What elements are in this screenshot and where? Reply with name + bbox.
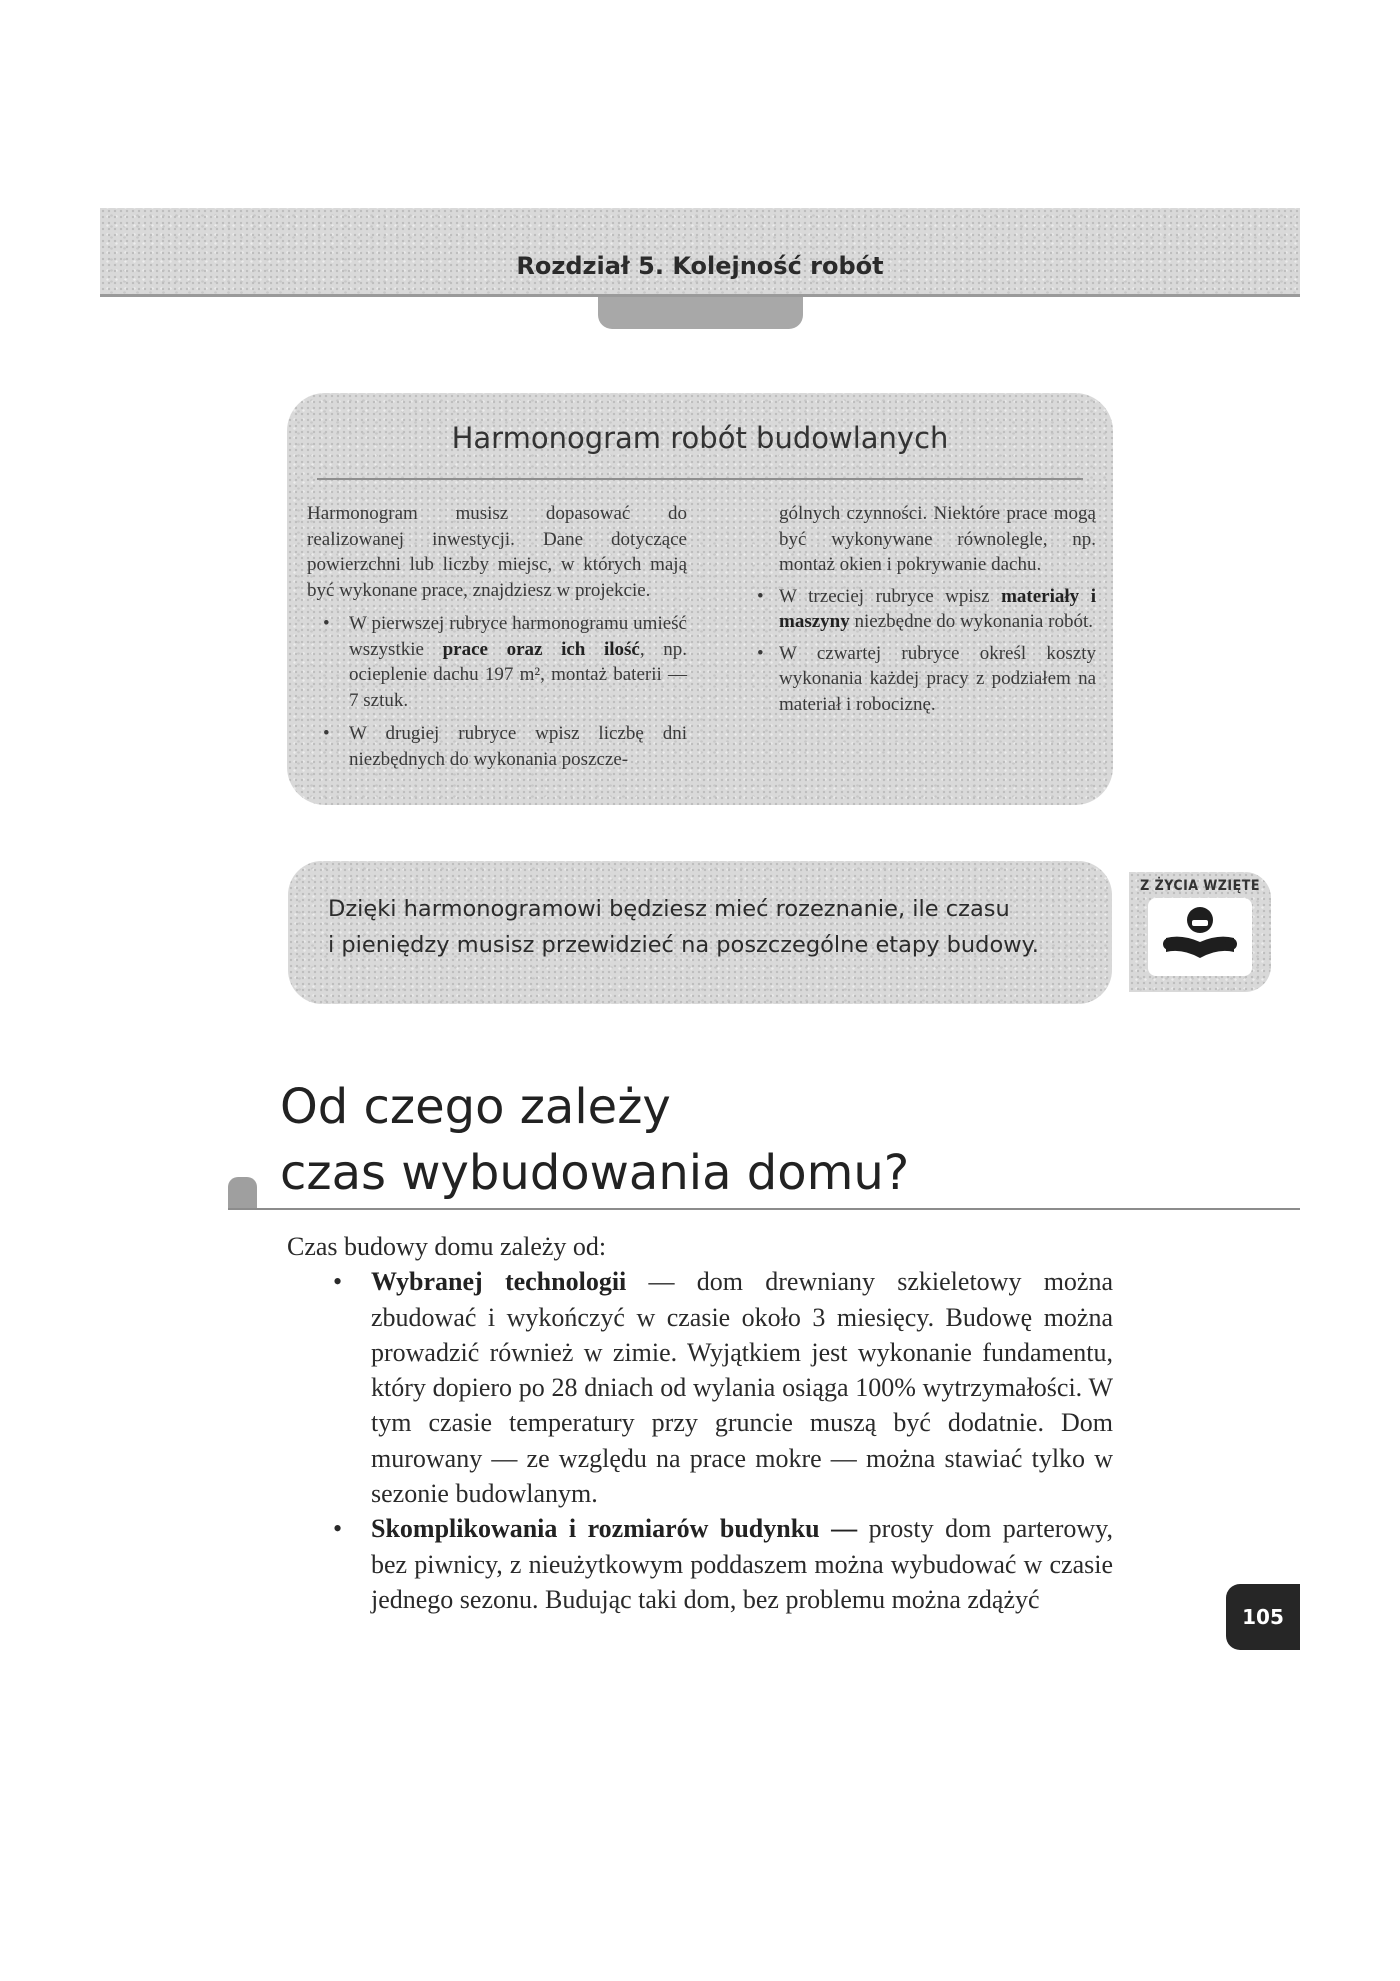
section-heading: Od czego zależy czas wybudowania domu? (280, 1079, 910, 1201)
note-box (288, 861, 1112, 1004)
life-example-label: Z ŻYCIA WZIĘTE (1140, 878, 1260, 894)
bullet-icon: • (323, 613, 330, 634)
info-box-left-column (307, 501, 687, 772)
body-intro: Czas budowy domu zależy od: (287, 1232, 607, 1261)
bullet-icon: • (333, 1267, 343, 1297)
list-item: • W czwartej rubryce określ koszty wykonania każdej pracy z podziałem na materiał i robociznę. (757, 642, 1096, 715)
life-example-panel (1148, 898, 1252, 976)
reading-person-icon (1162, 904, 1238, 970)
bullet-icon: • (333, 1514, 343, 1544)
life-example-badge (1129, 872, 1271, 992)
bullet-icon: • (757, 642, 764, 664)
chapter-title: Rozdział 5. Kolejność robót (516, 252, 884, 280)
section-rule (228, 1208, 1300, 1210)
list-item: • Wybranej technologii — dom drewniany szkieletowy można zbudować i wykończyć w czasie około 3 miesięcy. Budowę można prowadzić również w zimie. Wyjątkiem jest wykonanie fundamentu, który dopiero po 28 dniach od wylania osiąga 100% wytrzymałości. W tym czasie temperatury przy gruncie muszą być dodatnie. Dom murowany — ze względu na prace mokre — można stawiać tylko w sezonie budowlanym. (287, 1264, 1113, 1511)
bullet-icon: • (757, 585, 764, 607)
page-number: 105 (1226, 1584, 1300, 1650)
list-item-continuation: gólnych czynności. Niektóre prace mogą być wykonywane równolegle, np. montaż okien i pokrywanie dachu. (779, 503, 1096, 575)
list-item: • W pierwszej rubryce harmonogramu umieść wszystkie prace oraz ich ilość, np. ocieplenie dachu 197 m², montaż baterii — 7 sztuk. (323, 613, 688, 711)
list-item: • W trzeciej rubryce wpisz materiały i maszyny niezbędne do wykonania robót. (757, 585, 1096, 632)
chapter-header-tab (598, 297, 803, 329)
bullet-icon: • (323, 723, 330, 744)
list-item: • Skomplikowania i rozmiarów budynku — prosty dom parterowy, bez piwnicy, z nieużytkowym poddaszem można wybudować w czasie jednego sezonu. Budując taki dom, bez problemu można zdążyć (287, 1511, 1113, 1617)
list-item: • W drugiej rubryce wpisz liczbę dni niezbędnych do wykonania poszcze- (323, 723, 687, 770)
body-text (287, 1229, 1113, 1617)
info-box-rule (317, 478, 1083, 480)
chapter-header-band (100, 208, 1300, 294)
info-box (287, 393, 1113, 805)
section-marker (228, 1177, 257, 1210)
info-box-intro: Harmonogram musisz dopasować do realizowanej inwestycji. Dane dotyczące powierzchni lub liczby miejsc, w których mają być wykonane prace, znajdziesz w projekcie. (307, 503, 687, 601)
info-box-bullet-list-continued (756, 501, 1096, 717)
note-text: Dzięki harmonogramowi będziesz mieć rozeznanie, ile czasu i pieniędzy musisz przewidzieć na poszczególne etapy budowy. (328, 896, 1039, 958)
info-box-title: Harmonogram robót budowlanych (451, 421, 949, 455)
info-box-right-column (756, 501, 1096, 717)
info-box-bullet-list (307, 611, 687, 772)
body-bullet-list (287, 1264, 1113, 1617)
